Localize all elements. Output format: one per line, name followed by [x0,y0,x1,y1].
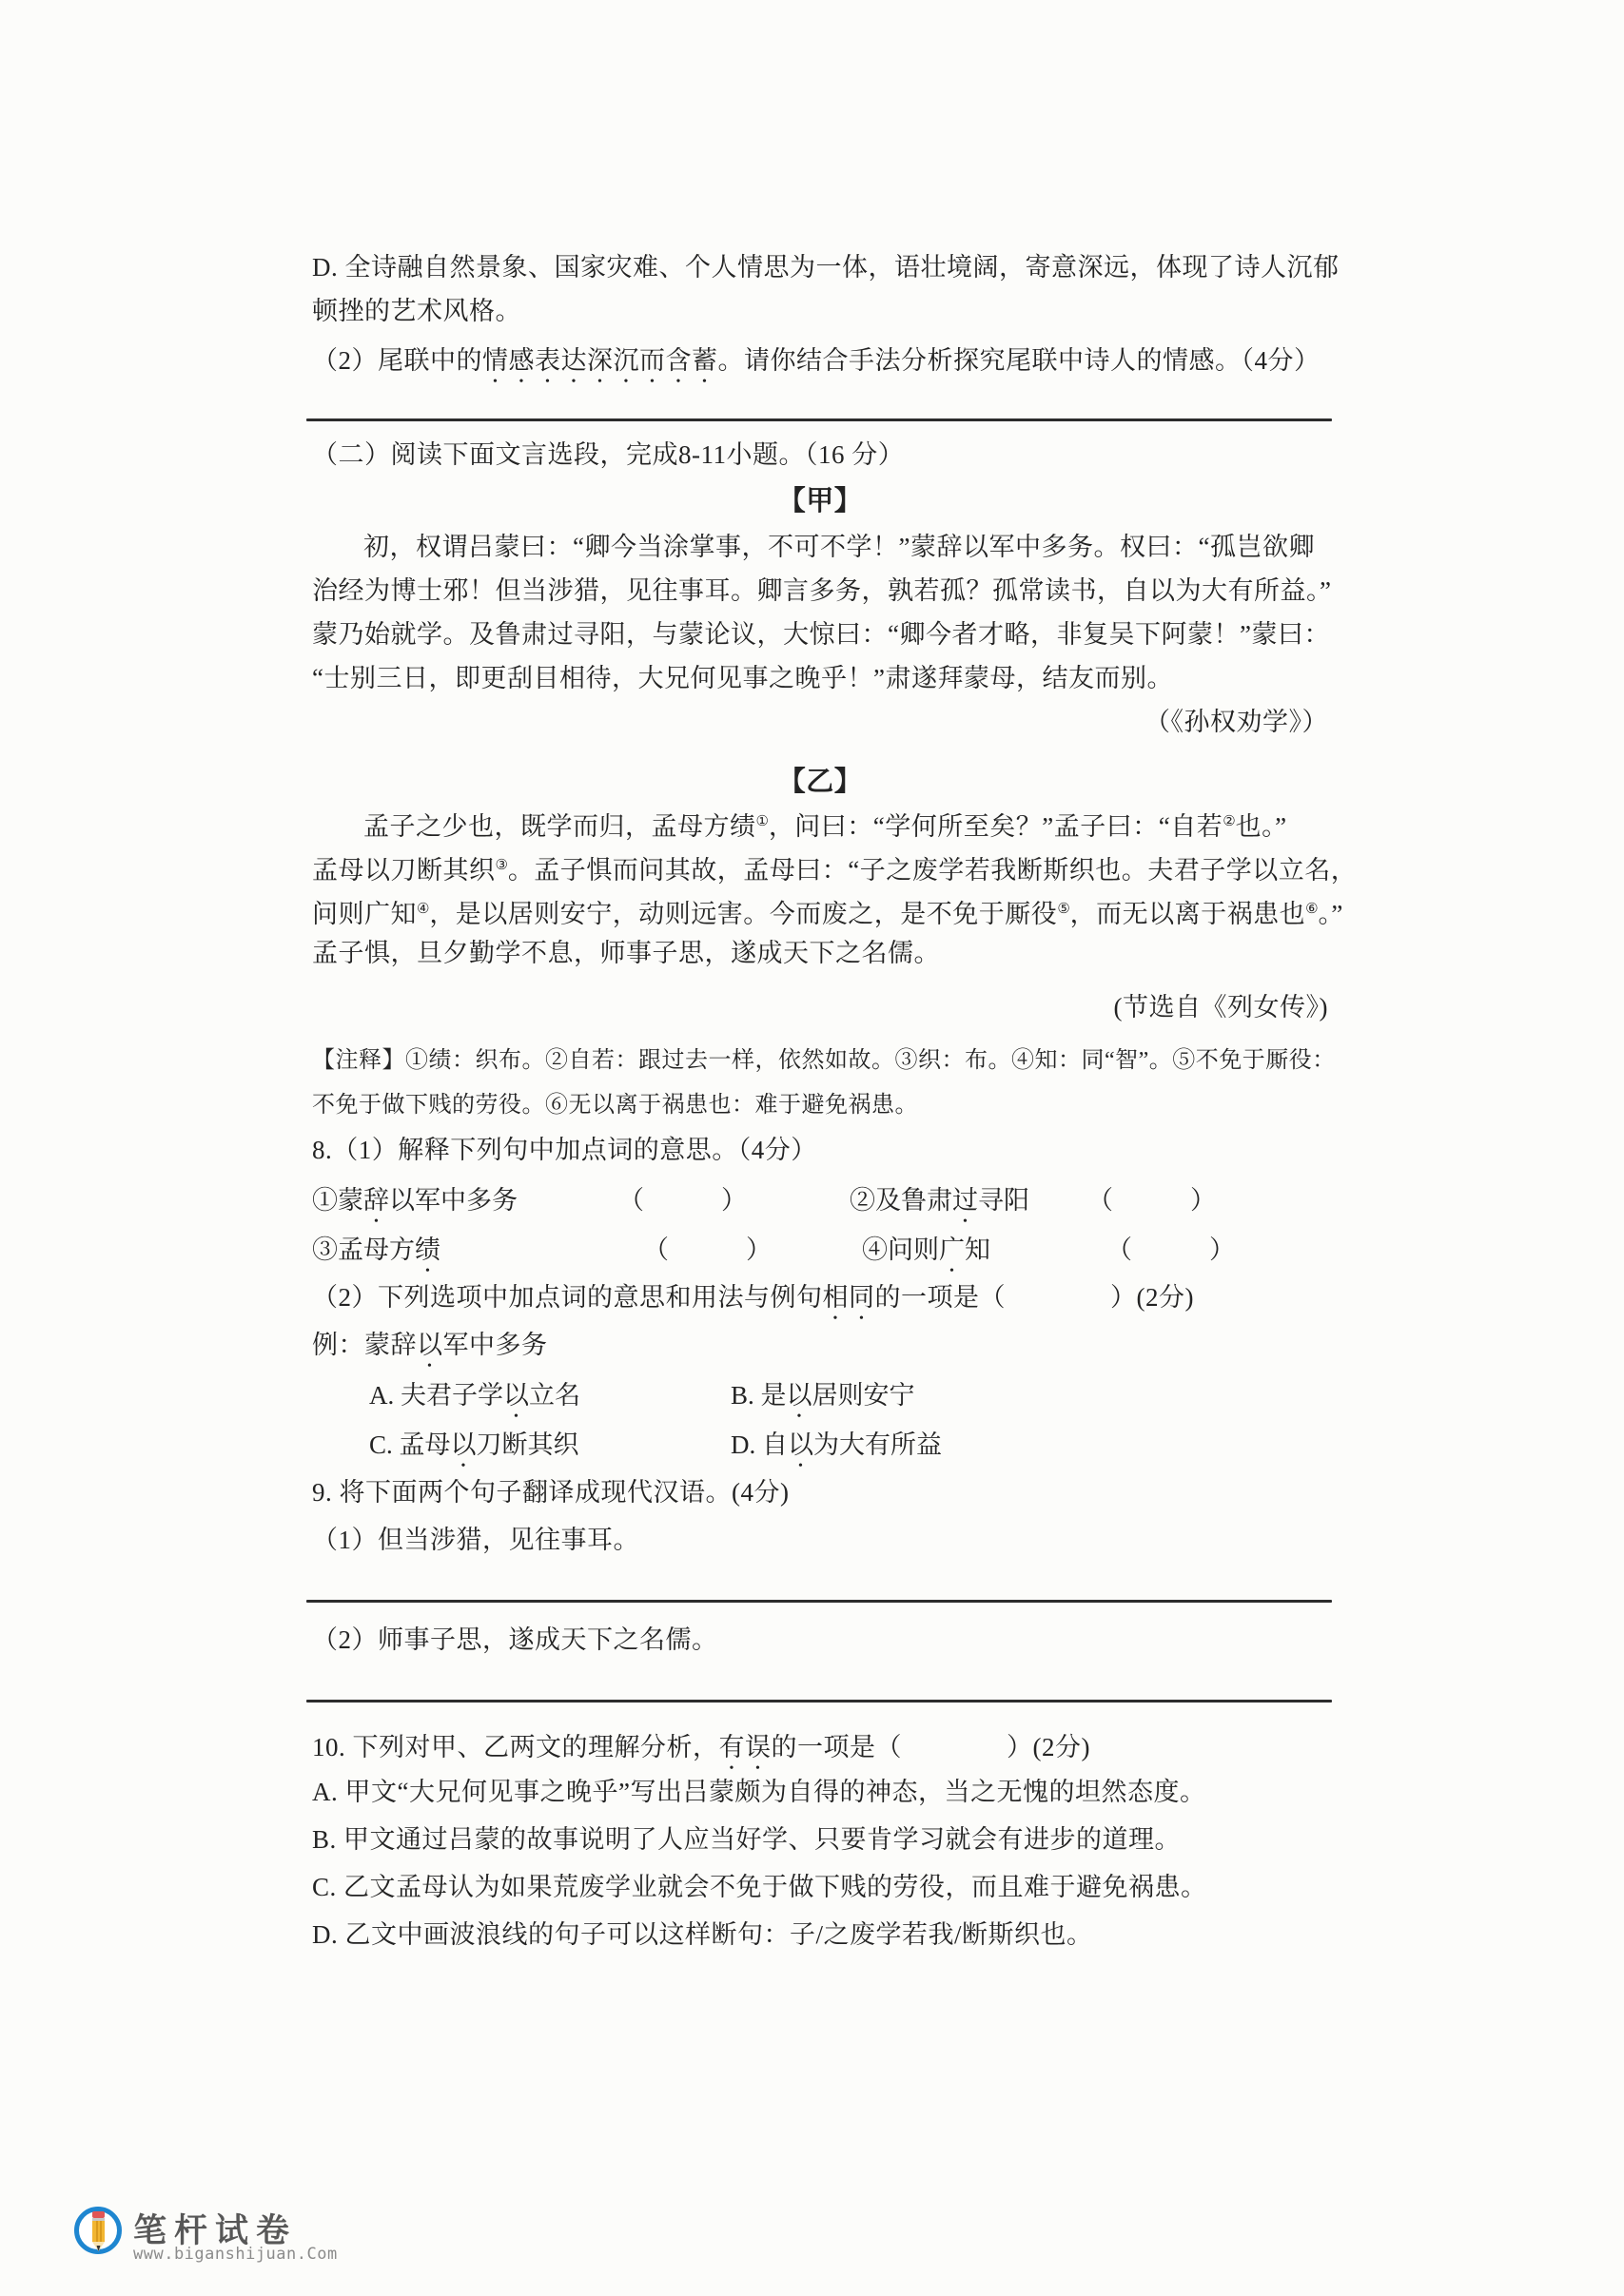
q8-option-a-pre: A. 夫君子学 [369,1381,503,1410]
passage-jia-line1: 初，权谓吕蒙曰：“卿今当涂掌事，不可不学！”蒙辞以军中多务。权曰：“孤岂欲卿 [363,533,1315,561]
answer-line-2 [306,1700,1332,1703]
notes-line2: 不免于做下贱的劳役。⑥无以离于祸患也：难于避免祸患。 [312,1093,918,1118]
passage-yi-source: (节选自《列女传》) [1113,993,1328,1022]
q8-item-4 [862,1228,990,1278]
passage-yi-line3 [312,887,1349,936]
q8p2-pre: （2）下列选项中加点词的意思和用法与例句 [312,1283,823,1312]
q8-option-a [369,1373,580,1424]
passage-jia-line2: 治经为博士邪！但当涉猎，见往事耳。卿言多务，孰若孤？孤常读书，自以为大有所益。” [312,576,1332,605]
section2-header: （二）阅读下面文言选段，完成8-11小题。（16 分） [312,440,905,469]
q8-option-a-dotted: 以 [503,1381,529,1410]
q8-option-c-post: 刀断其织 [476,1430,579,1459]
yi-l2-note3-marker: ③ [495,858,508,873]
yi-l2-seg1: 孟母以刀断其织 [312,856,496,885]
q8-item-2 [850,1178,1029,1229]
q8-item-4-pre: ④问则 [862,1236,939,1264]
q2-emphasized: 情感表达深沉而含蓄 [482,346,718,375]
yi-l3-seg4: 。” [1318,900,1343,928]
q10-post: 的一项是（ ）(2分) [771,1733,1090,1761]
q8-options-row-cd [312,1423,1349,1467]
q8-item-1-post: 以军中多务 [389,1186,518,1215]
q8-option-c-pre: C. 孟母 [369,1430,451,1459]
q8-example-pre: 例：蒙辞 [312,1331,417,1359]
q8p2-post: 的一项是（ ）(2分) [874,1283,1194,1312]
q8-item-1-dotted: 辞 [363,1186,389,1215]
q8-option-d [731,1423,942,1473]
q10-option-a: A. 甲文“大兄何见事之晚乎”写出吕蒙颇为自得的神态，当之无愧的坦然态度。 [312,1778,1206,1806]
q8-row-1 [312,1178,1349,1222]
yi-l3-seg2: ，是以居则安宁，动则远害。今而废之，是不免于厮役 [429,900,1058,928]
q8-answer-blank-3: （ ） [643,1236,772,1264]
passage-jia-line4: “士别三日，即更刮目相待，大兄何见事之晚乎！”肃遂拜蒙母，结友而别。 [312,664,1173,692]
q8-option-b-dotted: 以 [786,1381,812,1410]
q8-item-1 [312,1178,518,1229]
brand-url: www.biganshijuan.Com [133,2245,338,2264]
q8-answer-blank-2: （ ） [1087,1186,1216,1215]
q8-item-2-post: 寻阳 [978,1186,1029,1215]
q8-option-d-post: 为大有所益 [813,1430,942,1459]
passage-jia-line3: 蒙乃始就学。及鲁肃过寻阳，与蒙论议，大惊曰：“卿今者才略，非复吴下阿蒙！”蒙曰： [312,620,1330,649]
q10-option-b: B. 甲文通过吕蒙的故事说明了人应当好学、只要肯学习就会有进步的道理。 [312,1825,1182,1854]
q8-option-d-pre: D. 自 [731,1430,788,1459]
yi-l1-seg2: ，问曰：“学何所至矣？”孟子曰：“自若 [768,812,1223,841]
question-10-stem [312,1725,1349,1776]
q8-item-4-post: 知 [965,1236,990,1264]
q10-option-c: C. 乙文孟母认为如果荒废学业就会不免于做下贱的劳役，而且难于避免祸患。 [312,1873,1207,1901]
q8-option-c [369,1423,579,1473]
yi-l2-seg2: 。孟子惧而问其故，孟母曰：“子之废学若我断斯织也。夫君子学以立名， [507,856,1358,885]
q8-option-b [731,1373,915,1424]
yi-l3-note5-marker: ⑤ [1057,902,1070,917]
q8-answer-blank-1: （ ） [618,1186,747,1215]
q10-dotted: 有误 [718,1733,772,1761]
passage-yi-label: 【乙】 [777,767,863,797]
question-8-part2-stem [312,1275,1349,1326]
q8-item-2-pre: ②及鲁肃 [850,1186,952,1215]
question-8-part1-stem: 8.（1）解释下列句中加点词的意思。（4分） [312,1136,817,1164]
q2-pre: （2）尾联中的 [312,346,482,375]
q8-row-2 [312,1228,1349,1272]
poetry-option-d-line2: 顿挫的艺术风格。 [312,297,521,325]
q8-options-row-ab [312,1373,1349,1417]
passage-jia-label: 【甲】 [777,486,863,516]
q9-sentence-1: （1）但当涉猎，见往事耳。 [312,1526,639,1554]
q10-pre: 10. 下列对甲、乙两文的理解分析， [312,1733,719,1761]
yi-l1-seg1: 孟子之少也，既学而归，孟母方绩 [363,812,756,841]
q8-option-d-dotted: 以 [788,1430,813,1459]
q8-option-a-post: 立名 [529,1381,580,1410]
yi-l3-note6-marker: ⑥ [1305,902,1319,917]
q8-answer-blank-4: （ ） [1106,1236,1235,1264]
q8-example-post: 军中多务 [442,1331,548,1359]
yi-l3-seg1: 问则广知 [312,900,417,928]
q8-item-2-dotted: 过 [952,1186,978,1215]
q8-example-dotted: 以 [417,1331,443,1359]
q8-option-c-dotted: 以 [450,1430,477,1459]
pencil-icon [88,2210,110,2252]
q8p2-dotted: 相同 [822,1283,875,1312]
passage-jia-source: （《孙权劝学》） [1145,708,1328,736]
yi-l1-note2-marker: ② [1223,814,1236,829]
q8-option-b-pre: B. 是 [731,1381,787,1410]
q10-option-d: D. 乙文中画波浪线的句子可以这样断句：子/之废学若我/断斯织也。 [312,1920,1093,1949]
q8-item-1-pre: ①蒙 [312,1186,363,1215]
notes-line1: 【注释】①绩：织布。②自若：跟过去一样，依然如故。③织：布。④知：同“智”。⑤不免于厮役： [312,1048,1336,1073]
question-9-stem: 9. 将下面两个句子翻译成现代汉语。(4分) [312,1478,790,1507]
answer-line-1 [306,1600,1332,1603]
q8-item-3 [312,1228,440,1278]
q9-sentence-2: （2）师事子思，遂成天下之名儒。 [312,1625,718,1654]
q8-item-3-pre: ③孟母方 [312,1236,415,1264]
section-divider-1 [306,418,1332,421]
yi-l3-note4-marker: ④ [417,902,430,917]
site-watermark [74,2203,398,2269]
yi-l3-seg3: ，而无以离于祸患也 [1069,900,1306,928]
passage-yi-line2 [312,844,1358,892]
q2-post: 。请你结合手法分析探究尾联中诗人的情感。（4分） [717,346,1321,375]
brand-name: 笔杆试卷 [133,2212,298,2249]
yi-l1-seg3: 也。” [1235,812,1287,841]
poetry-question-2 [312,339,1349,389]
poetry-option-d-line1: D. 全诗融自然景象、国家灾难、个人情思为一体，语壮境阔，寄意深远，体现了诗人沉郁 [312,253,1340,282]
q8-item-4-dotted: 广 [939,1236,965,1264]
q8-example-sentence [312,1323,1349,1373]
passage-yi-line1 [312,800,1400,848]
passage-yi-line4: 孟子惧，旦夕勤学不息，师事子思，遂成天下之名儒。 [312,939,940,967]
yi-l1-note1-marker: ① [755,814,769,829]
q8-item-3-dotted: 绩 [415,1236,440,1264]
q8-option-b-post: 居则安宁 [812,1381,915,1410]
